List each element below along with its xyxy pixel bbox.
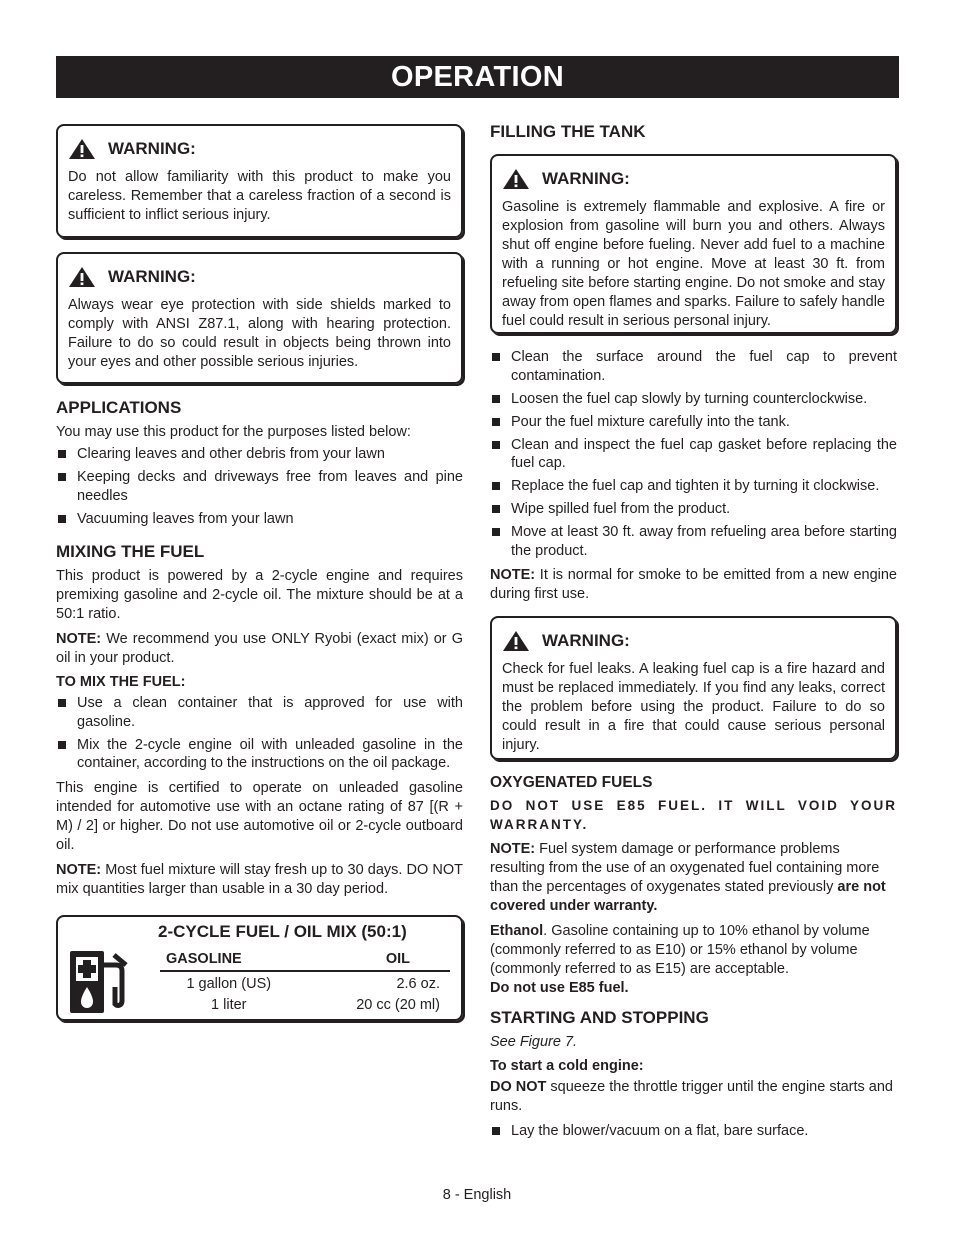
mixing-note: NOTE: We recommend you use ONLY Ryobi (exact mix) or G oil in your product. (56, 631, 463, 666)
e85-note: Do not use E85 fuel. (490, 980, 629, 996)
warning-text: Check for fuel leaks. A leaking fuel cap is a fire hazard and must be replaced immediately. If you find any leaks, correct the problem before using the product. Failure to do so could result in a fire that could cause serious personal injury. (502, 661, 885, 753)
list-item: Use a clean container that is approved for use with gasoline. (56, 694, 463, 731)
list-item: Clearing leaves and other debris from your lawn (56, 445, 463, 464)
filling-list (490, 348, 897, 560)
right-column (490, 122, 897, 1147)
oxygenated-heading: OXYGENATED FUELS (490, 774, 653, 791)
fuel-pump-icon (68, 949, 130, 1015)
table-row: 1 gallon (US) 2.6 oz. (186, 975, 440, 992)
warning-box-familiarity (56, 124, 463, 238)
list-item: Move at least 30 ft. away from refueling area before starting the product. (490, 523, 897, 560)
starting-heading: STARTING AND STOPPING (490, 1008, 709, 1027)
list-item: Wipe spilled fuel from the product. (490, 500, 897, 519)
ethanol-paragraph: Ethanol. Gasoline containing up to 10% ethanol by volume (commonly referred to as E10) or 15% ethanol by volume (commonly referred to as E15) are acceptable. (490, 923, 870, 977)
warning-text: Do not allow familiarity with this product to make you careless. Remember that a careless fraction of a second is sufficient to inflict serious injury. (68, 169, 451, 223)
warning-icon (68, 138, 96, 160)
warning-box-gasoline (490, 154, 897, 334)
fuel-mix-table-box (56, 915, 463, 1021)
warning-text: Always wear eye protection with side shields marked to comply with ANSI Z87.1, along with hearing protection. Failure to do so could result in objects being thrown into your eyes and other possible serious injuries. (68, 297, 451, 370)
warning-icon (68, 266, 96, 288)
mixing-list (56, 694, 463, 773)
list-item: Replace the fuel cap and tighten it by turning it clockwise. (490, 477, 897, 496)
octane-paragraph: This engine is certified to operate on unleaded gasoline intended for automotive use with an octane rating of 87 [(R + M) / 2] or higher. Do not use automotive oil or 2-cycle outboard oil. (56, 779, 463, 853)
freshness-note: NOTE: Most fuel mixture will stay fresh up to 30 days. DO NOT mix quantities larger than usable in a 30 day period. (56, 861, 463, 897)
warning-label: WARNING: (108, 139, 196, 158)
warning-label: WARNING: (542, 169, 630, 188)
left-column (56, 124, 463, 1021)
warning-box-eye-protection (56, 252, 463, 384)
warning-text: Gasoline is extremely flammable and explosive. A fire or explosion from gasoline will burn you and others. Always shut off engine before fueling. Never add fuel to a machine with a running or hot engine. Move at least 30 ft. from refueling site before starting engine. Do not smoke and stay away from open flames and sparks. Failure to safely handle fuel could result in serious personal injury. (502, 199, 885, 329)
warning-label: WARNING: (542, 631, 630, 650)
mixing-paragraph: This product is powered by a 2-cycle engine and requires premixing gasoline and 2-cycle oil. The mixture should be at a 50:1 ratio. (56, 568, 463, 622)
oil-header: OIL (298, 951, 450, 971)
list-item: Pour the fuel mixture carefully into the tank. (490, 413, 897, 432)
list-item: Clean and inspect the fuel cap gasket before replacing the fuel cap. (490, 436, 897, 473)
list-item: Clean the surface around the fuel cap to prevent contamination. (490, 348, 897, 385)
page-title: OPERATION (56, 56, 899, 98)
warning-icon (502, 630, 530, 652)
figure-reference: See Figure 7. (490, 1034, 578, 1050)
e85-warning: DO NOT USE E85 FUEL. IT WILL VOID YOUR WARRANTY. (490, 798, 897, 832)
oxygenated-note: NOTE: Fuel system damage or performance problems resulting from the use of an oxygenated fuel containing more than the percentages of oxygenates stated previously are not covered under warranty. (490, 841, 886, 914)
gasoline-header: GASOLINE (160, 951, 298, 971)
list-item: Keeping decks and driveways free from leaves and pine needles (56, 468, 463, 505)
warning-icon (502, 168, 530, 190)
filling-heading: FILLING THE TANK (490, 122, 646, 141)
starting-list (490, 1122, 897, 1141)
warning-label: WARNING: (108, 267, 196, 286)
list-item: Lay the blower/vacuum on a flat, bare surface. (490, 1122, 897, 1141)
list-item: Vacuuming leaves from your lawn (56, 510, 463, 529)
do-not-paragraph: DO NOT squeeze the throttle trigger until the engine starts and runs. (490, 1079, 893, 1114)
list-item: Loosen the fuel cap slowly by turning counterclockwise. (490, 390, 897, 409)
smoke-note: NOTE: It is normal for smoke to be emitted from a new engine during first use. (490, 567, 897, 602)
applications-list (56, 445, 463, 528)
page-footer: 8 - English (442, 1187, 512, 1203)
mixing-heading: MIXING THE FUEL (56, 542, 205, 561)
fuel-mix-table (160, 951, 450, 1014)
to-mix-heading: TO MIX THE FUEL: (56, 674, 186, 690)
applications-heading: APPLICATIONS (56, 398, 182, 417)
cold-engine-heading: To start a cold engine: (490, 1058, 644, 1074)
fuel-mix-title: 2-CYCLE FUEL / OIL MIX (50:1) (158, 921, 407, 941)
table-row: 1 liter 20 cc (20 ml) (211, 996, 440, 1013)
warning-box-fuel-leaks (490, 616, 897, 760)
applications-intro: You may use this product for the purposes listed below: (56, 424, 411, 440)
list-item: Mix the 2-cycle engine oil with unleaded gasoline in the container, according to the instructions on the oil package. (56, 736, 463, 773)
